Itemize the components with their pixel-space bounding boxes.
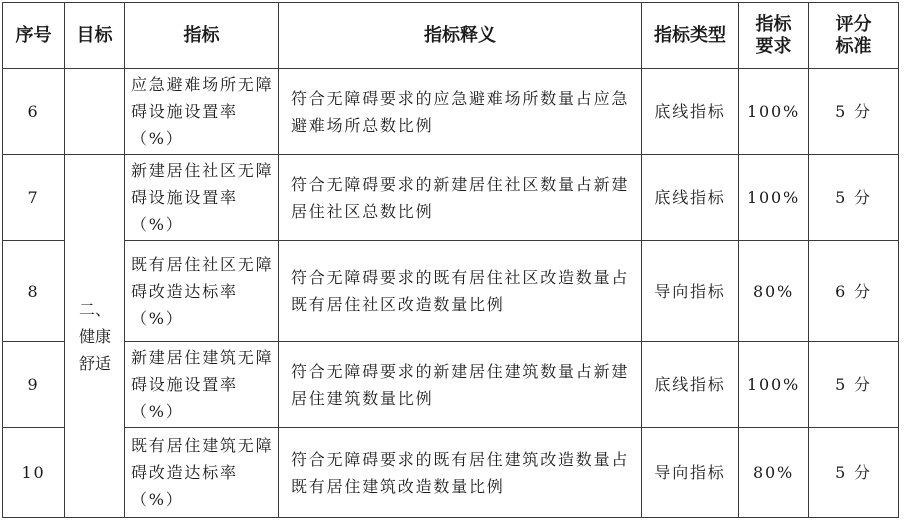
header-type: 指标类型	[642, 3, 739, 69]
row-score: 6 分	[809, 241, 899, 342]
row-indicator: 新建居住社区无障碍设施设置率（%）	[125, 155, 279, 241]
category-line2: 健康	[79, 326, 112, 346]
header-target: 目标	[65, 3, 125, 69]
header-seq: 序号	[3, 3, 65, 69]
row-definition: 符合无障碍要求的新建居住建筑数量占新建居住建筑数量比例	[279, 342, 642, 428]
category-cell	[65, 155, 125, 518]
category-line1: 二、	[79, 299, 112, 319]
header-score-line2: 标准	[835, 35, 872, 57]
indicator-table	[2, 2, 899, 518]
table-row	[3, 155, 899, 241]
row-definition: 符合无障碍要求的既有居住社区改造数量占既有居住社区改造数量比例	[279, 241, 642, 342]
row-indicator: 既有居住社区无障碍改造达标率（%）	[125, 241, 279, 342]
table-row	[3, 428, 899, 518]
row-score: 5 分	[809, 342, 899, 428]
row-type: 导向指标	[642, 428, 739, 518]
row-type: 底线指标	[642, 342, 739, 428]
row-indicator: 新建居住建筑无障碍设施设置率（%）	[125, 342, 279, 428]
header-requirement	[739, 3, 809, 69]
row-requirement: 100%	[739, 69, 809, 155]
header-indicator: 指标	[125, 3, 279, 69]
table-row	[3, 69, 899, 155]
row-requirement: 100%	[739, 155, 809, 241]
row-definition: 符合无障碍要求的应急避难场所数量占应急避难场所总数比例	[279, 69, 642, 155]
table-row	[3, 342, 899, 428]
row-target-empty	[65, 69, 125, 155]
row-definition: 符合无障碍要求的既有居住建筑改造数量占既有居住建筑改造数量比例	[279, 428, 642, 518]
row-seq: 7	[3, 155, 65, 241]
header-row	[3, 3, 899, 69]
row-definition: 符合无障碍要求的新建居住社区数量占新建居住社区总数比例	[279, 155, 642, 241]
row-indicator: 既有居住建筑无障碍改造达标率（%）	[125, 428, 279, 518]
row-type: 底线指标	[642, 155, 739, 241]
category-line3: 舒适	[79, 353, 112, 373]
row-requirement: 80%	[739, 241, 809, 342]
header-score-line1: 评分	[835, 13, 872, 35]
header-definition: 指标释义	[279, 3, 642, 69]
row-seq: 8	[3, 241, 65, 342]
table-row	[3, 241, 899, 342]
row-indicator: 应急避难场所无障碍设施设置率（%）	[125, 69, 279, 155]
row-seq: 9	[3, 342, 65, 428]
row-type: 底线指标	[642, 69, 739, 155]
row-requirement: 100%	[739, 342, 809, 428]
row-type: 导向指标	[642, 241, 739, 342]
row-seq: 6	[3, 69, 65, 155]
row-score: 5 分	[809, 69, 899, 155]
header-requirement-line1: 指标	[755, 13, 792, 35]
row-score: 5 分	[809, 155, 899, 241]
row-seq: 10	[3, 428, 65, 518]
row-requirement: 80%	[739, 428, 809, 518]
header-score	[809, 3, 899, 69]
header-requirement-line2: 要求	[755, 35, 792, 57]
row-score: 5 分	[809, 428, 899, 518]
